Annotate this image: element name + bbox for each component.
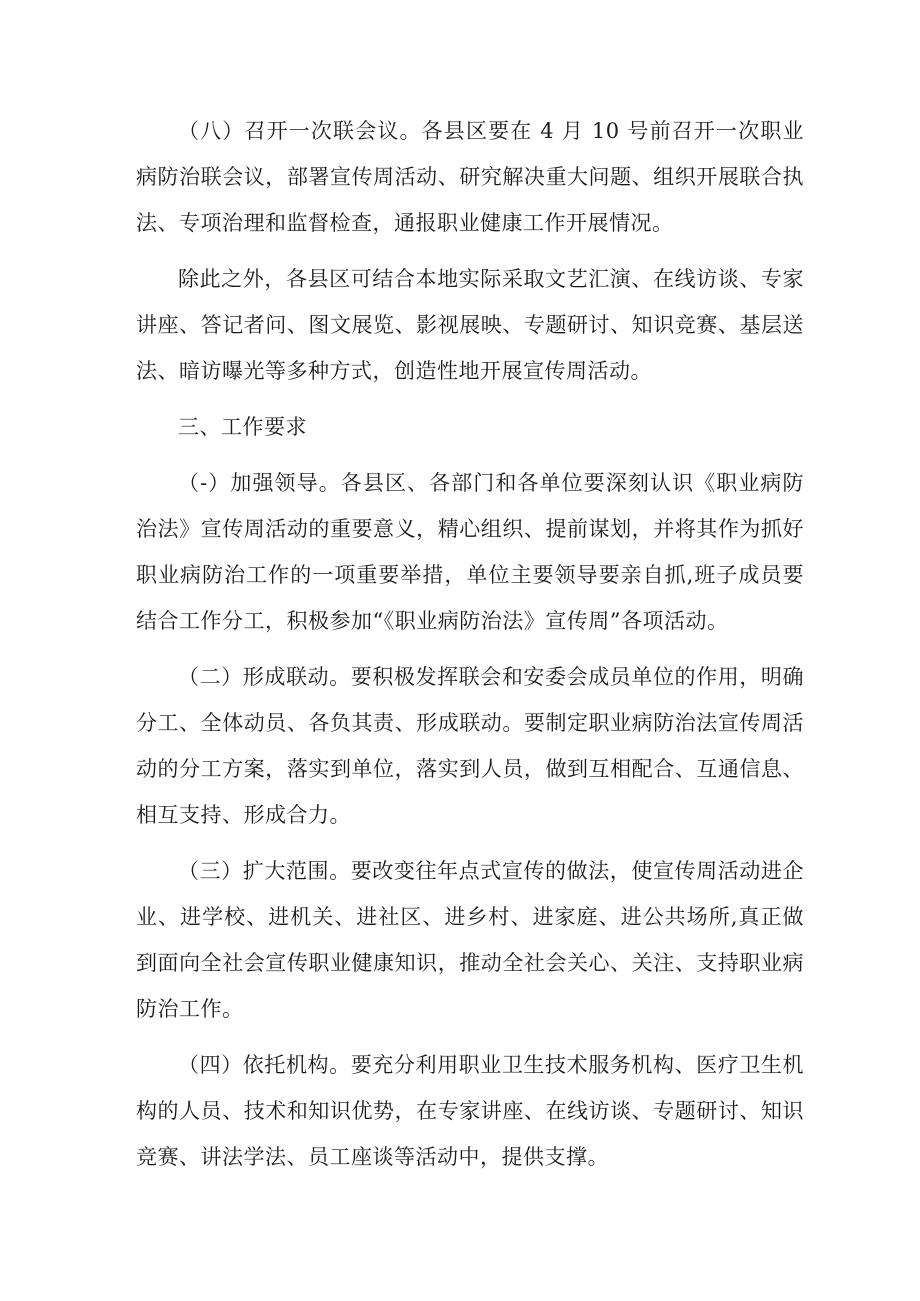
paragraph-strengthen-leadership: （-）加强领导。各县区、各部门和各单位要深刻认识《职业病防治法》宣传周活动的重要意义，精心组织、提前谋划，并将其作为抓好职业病防治工作的一项重要举措，单位主要领导要亲自抓,班子成员要结合工作分工，积极参加“《职业病防治法》宣传周”各项活动。 (136, 471, 804, 633)
paragraph-expand-scope: （三）扩大范围。要改变往年点式宣传的做法，使宣传周活动进企业、进学校、进机关、进社区、进乡村、进家庭、进公共场所,真正做到面向全社会宣传职业健康知识，推动全社会关心、关注、支持职业病防治工作。 (136, 859, 804, 1021)
document-body (136, 108, 804, 1180)
paragraph-form-linkage: （二）形成联动。要积极发挥联会和安委会成员单位的作用，明确分工、全体动员、各负其责、形成联动。要制定职业病防治法宣传周活动的分工方案，落实到单位，落实到人员，做到互相配合、互通信息、相互支持、形成合力。 (136, 665, 804, 827)
paragraph-item-8-joint-meeting: （八）召开一次联会议。各县区要在 4 月 10 号前召开一次职业病防治联会议，部署宣传周活动、研究解决重大问题、组织开展联合执法、专项治理和监督检查，通报职业健康工作开展情况。 (136, 119, 804, 235)
paragraph-additional-methods: 除此之外，各县区可结合本地实际采取文艺汇演、在线访谈、专家讲座、答记者问、图文展览、影视展映、专题研讨、知识竞赛、基层送法、暗访曝光等多种方式，创造性地开展宣传周活动。 (136, 267, 804, 383)
section-heading-work-requirements: 三、工作要求 (178, 415, 307, 439)
paragraph-rely-on-institutions: （四）依托机构。要充分利用职业卫生技术服务机构、医疗卫生机构的人员、技术和知识优势，在专家讲座、在线访谈、专题研讨、知识竞赛、讲法学法、员工座谈等活动中，提供支撑。 (136, 1053, 804, 1169)
